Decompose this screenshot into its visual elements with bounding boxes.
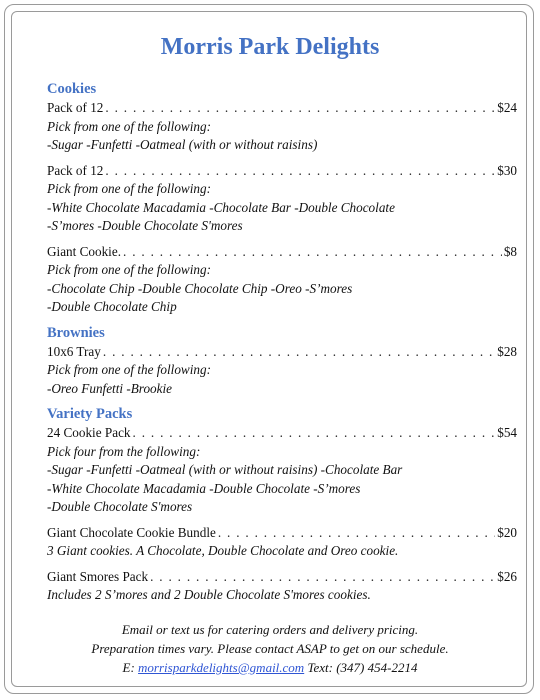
dot-leader bbox=[103, 162, 495, 181]
item-name: Pack of 12 bbox=[47, 100, 104, 115]
item-name: 24 Cookie Pack bbox=[47, 425, 131, 440]
item-description: Pick from one of the following: bbox=[47, 181, 211, 196]
menu-item bbox=[47, 568, 517, 605]
item-description: 3 Giant cookies. A Chocolate, Double Chocolate and Oreo cookie. bbox=[47, 543, 399, 558]
email-link[interactable]: morrisparkdelights@gmail.com bbox=[138, 660, 305, 675]
menu-item bbox=[47, 424, 517, 517]
item-options: -White Chocolate Macadamia -Double Chocolate -S’mores bbox=[47, 480, 361, 496]
item-description: Pick four from the following: bbox=[47, 443, 201, 459]
menu-item bbox=[47, 162, 517, 236]
item-price: $20 bbox=[497, 524, 517, 540]
item-price: $8 bbox=[503, 243, 517, 259]
item-options: -Double Chocolate S'mores bbox=[47, 499, 193, 514]
dot-leader bbox=[131, 424, 496, 443]
item-name: 10x6 Tray bbox=[47, 343, 101, 359]
menu-item bbox=[47, 99, 517, 155]
item-name: Giant Chocolate Cookie Bundle bbox=[47, 524, 216, 540]
menu-item bbox=[47, 524, 517, 561]
item-description: Pick from one of the following: bbox=[47, 362, 211, 377]
item-price: $24 bbox=[497, 100, 517, 115]
item-name: Giant Smores Pack bbox=[47, 568, 149, 584]
text-phone: Text: (347) 454-2214 bbox=[304, 660, 418, 675]
section-variety-packs bbox=[47, 405, 517, 605]
item-options: -Chocolate Chip -Double Chocolate Chip -Oreo -S’mores bbox=[47, 280, 353, 296]
email-prefix: E: bbox=[122, 660, 139, 675]
footer-schedule-note: Preparation times vary. Please contact ASAP to get on our schedule. bbox=[91, 641, 449, 656]
item-options: -Sugar -Funfetti -Oatmeal (with or without raisins) bbox=[47, 137, 318, 152]
footer-catering-note: Email or text us for catering orders and delivery pricing. bbox=[121, 622, 419, 637]
item-price: $28 bbox=[497, 343, 517, 359]
item-options: -Double Chocolate Chip bbox=[47, 299, 177, 314]
dot-leader bbox=[216, 524, 495, 543]
dot-leader bbox=[103, 99, 495, 118]
section-cookies bbox=[47, 80, 517, 317]
section-title: Cookies bbox=[47, 81, 97, 97]
item-description: Includes 2 S’mores and 2 Double Chocolate S'mores cookies. bbox=[47, 587, 371, 602]
section-brownies bbox=[47, 324, 517, 399]
section-title: Variety Packs bbox=[47, 406, 133, 422]
item-description: Pick from one of the following: bbox=[47, 118, 211, 134]
item-options: -Oreo Funfetti -Brookie bbox=[47, 380, 172, 396]
item-price: $26 bbox=[497, 568, 517, 584]
footer bbox=[0, 620, 540, 677]
menu-content bbox=[47, 80, 517, 612]
footer-contact bbox=[0, 658, 540, 677]
item-description: Pick from one of the following: bbox=[47, 262, 211, 277]
item-options: -S’mores -Double Chocolate S'mores bbox=[47, 218, 243, 233]
dot-leader bbox=[121, 243, 502, 262]
item-price: $30 bbox=[497, 162, 517, 178]
section-title: Brownies bbox=[47, 324, 105, 341]
menu-item bbox=[47, 343, 517, 399]
menu-item bbox=[47, 243, 517, 317]
item-options: -White Chocolate Macadamia -Chocolate Bar -Double Chocolate bbox=[47, 199, 395, 215]
item-name: Giant Cookie. bbox=[47, 243, 121, 259]
item-name: Pack of 12 bbox=[47, 162, 104, 178]
item-price: $54 bbox=[497, 425, 517, 440]
dot-leader bbox=[148, 568, 495, 587]
item-options: -Sugar -Funfetti -Oatmeal (with or without raisins) -Chocolate Bar bbox=[47, 462, 403, 477]
dot-leader bbox=[101, 343, 495, 362]
page-title: Morris Park Delights bbox=[160, 34, 380, 60]
